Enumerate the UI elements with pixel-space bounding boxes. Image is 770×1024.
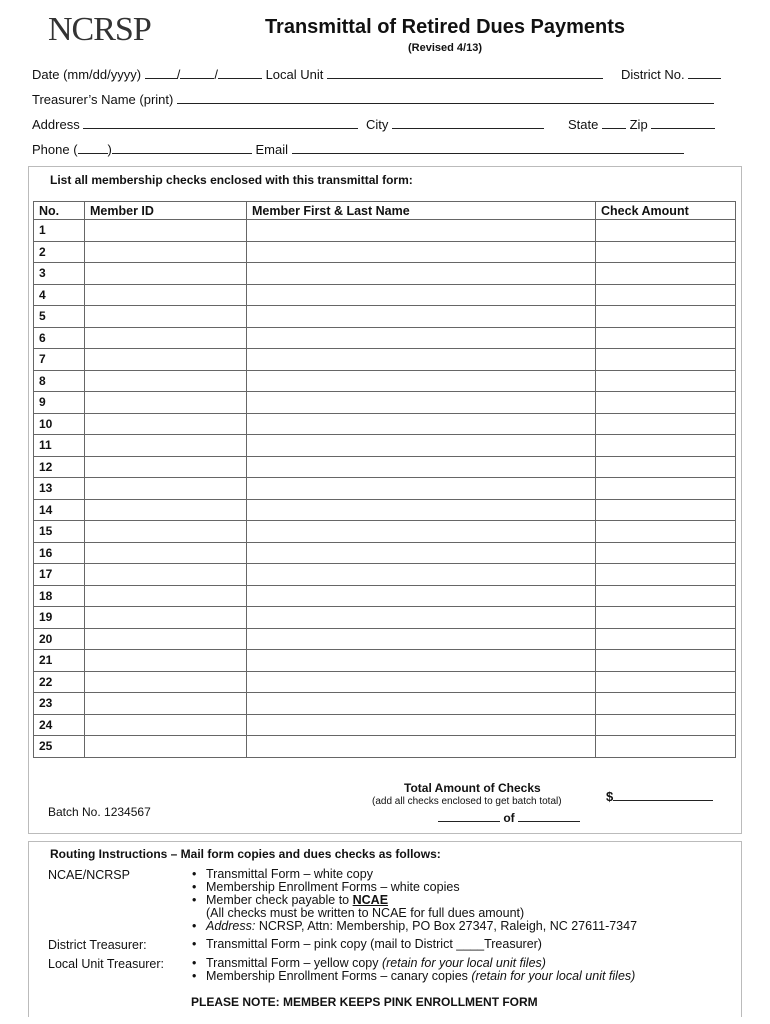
local-item-1-note: (retain for your local unit files)	[381, 956, 546, 970]
check-amount-cell[interactable]	[596, 650, 736, 672]
district-label: District No.	[621, 67, 685, 82]
member-id-cell[interactable]	[85, 456, 247, 478]
table-row	[34, 499, 736, 521]
local-item-1: Transmittal Form – yellow copy	[206, 956, 382, 970]
check-amount-cell[interactable]	[596, 456, 736, 478]
ncae-list	[190, 868, 730, 933]
table-row	[34, 693, 736, 715]
check-amount-cell[interactable]	[596, 736, 736, 758]
form-revision: (Revised 4/13)	[408, 42, 482, 54]
col-no: No.	[34, 202, 85, 220]
table-row	[34, 392, 736, 414]
member-id-cell[interactable]	[85, 306, 247, 328]
table-row	[34, 306, 736, 328]
member-id-cell[interactable]	[85, 714, 247, 736]
check-amount-cell[interactable]	[596, 263, 736, 285]
check-amount-cell[interactable]	[596, 499, 736, 521]
member-name-cell[interactable]	[247, 736, 596, 758]
date-month-input[interactable]	[145, 65, 177, 79]
row-number: 23	[34, 693, 85, 715]
table-row	[34, 327, 736, 349]
local-unit-input[interactable]	[327, 65, 603, 79]
check-amount-cell[interactable]	[596, 220, 736, 242]
member-name-cell[interactable]	[247, 542, 596, 564]
member-id-cell[interactable]	[85, 564, 247, 586]
row-number: 19	[34, 607, 85, 629]
row-number: 4	[34, 284, 85, 306]
member-id-cell[interactable]	[85, 370, 247, 392]
table-row	[34, 628, 736, 650]
member-id-cell[interactable]	[85, 628, 247, 650]
ncae-label: NCAE/NCRSP	[48, 868, 130, 882]
member-id-cell[interactable]	[85, 241, 247, 263]
member-name-cell[interactable]	[247, 628, 596, 650]
table-row	[34, 263, 736, 285]
row-number: 14	[34, 499, 85, 521]
member-id-cell[interactable]	[85, 499, 247, 521]
row-number: 2	[34, 241, 85, 263]
member-id-cell[interactable]	[85, 220, 247, 242]
member-id-cell[interactable]	[85, 693, 247, 715]
row-number: 25	[34, 736, 85, 758]
check-amount-cell[interactable]	[596, 349, 736, 371]
total-note: (add all checks enclosed to get batch total)	[372, 796, 562, 807]
table-row	[34, 284, 736, 306]
phone-close: )	[107, 142, 112, 157]
district-input[interactable]	[688, 65, 721, 79]
row-number: 15	[34, 521, 85, 543]
row-number: 13	[34, 478, 85, 500]
address-label: Address	[32, 117, 80, 132]
total-amount-input[interactable]	[613, 787, 713, 801]
batch-of-field	[438, 808, 580, 825]
check-amount-cell[interactable]	[596, 542, 736, 564]
list-item	[190, 920, 730, 933]
check-amount-cell[interactable]	[596, 671, 736, 693]
check-amount-cell[interactable]	[596, 693, 736, 715]
total-label: Total Amount of Checks	[404, 781, 541, 795]
member-name-cell[interactable]	[247, 413, 596, 435]
local-unit-treasurer-label: Local Unit Treasurer:	[48, 957, 165, 971]
member-name-cell[interactable]	[247, 306, 596, 328]
member-id-cell[interactable]	[85, 650, 247, 672]
member-name-cell[interactable]	[247, 585, 596, 607]
state-label: State	[568, 117, 599, 132]
col-check-amount: Check Amount	[596, 202, 736, 220]
member-id-cell[interactable]	[85, 327, 247, 349]
batch-number: Batch No. 1234567	[48, 805, 151, 819]
ncae-address-label: Address:	[206, 919, 256, 933]
date-field-row	[32, 65, 603, 82]
row-number: 18	[34, 585, 85, 607]
row-number: 6	[34, 327, 85, 349]
table-row	[34, 607, 736, 629]
dollar-sign: $	[606, 789, 614, 804]
table-row	[34, 650, 736, 672]
date-label: Date (mm/dd/yyyy)	[32, 67, 142, 82]
table-row	[34, 521, 736, 543]
row-number: 5	[34, 306, 85, 328]
table-row	[34, 564, 736, 586]
check-amount-cell[interactable]	[596, 306, 736, 328]
table-row	[34, 478, 736, 500]
row-number: 17	[34, 564, 85, 586]
member-id-cell[interactable]	[85, 349, 247, 371]
table-row	[34, 241, 736, 263]
email-label: Email	[255, 142, 289, 157]
row-number: 3	[34, 263, 85, 285]
ncae-item-2: Membership Enrollment Forms – white copies	[206, 880, 460, 894]
pink-form-note: PLEASE NOTE: MEMBER KEEPS PINK ENROLLMENT FORM	[191, 995, 538, 1009]
district-item: Transmittal Form – pink copy (mail to District ____Treasurer)	[206, 937, 542, 951]
table-row	[34, 456, 736, 478]
table-row	[34, 349, 736, 371]
ncae-payee: NCAE	[352, 893, 389, 907]
check-amount-cell[interactable]	[596, 564, 736, 586]
email-input[interactable]	[292, 140, 684, 154]
member-id-cell[interactable]	[85, 607, 247, 629]
check-amount-cell[interactable]	[596, 628, 736, 650]
date-sep: /	[176, 67, 181, 82]
date-day-input[interactable]	[180, 65, 214, 79]
check-amount-cell[interactable]	[596, 478, 736, 500]
table-row	[34, 220, 736, 242]
local-unit-label: Local Unit	[265, 67, 324, 82]
row-number: 9	[34, 392, 85, 414]
ncae-address: NCRSP, Attn: Membership, PO Box 27347, Raleigh, NC 27611-7347	[255, 919, 638, 933]
row-number: 10	[34, 413, 85, 435]
district-field	[621, 65, 721, 82]
logo-text: NCRSP	[48, 11, 151, 48]
batch-part-input[interactable]	[438, 808, 500, 822]
table-row	[34, 413, 736, 435]
check-amount-cell[interactable]	[596, 241, 736, 263]
member-name-cell[interactable]	[247, 349, 596, 371]
member-id-cell[interactable]	[85, 284, 247, 306]
member-name-cell[interactable]	[247, 370, 596, 392]
member-name-cell[interactable]	[247, 263, 596, 285]
check-amount-cell[interactable]	[596, 413, 736, 435]
member-name-cell[interactable]	[247, 650, 596, 672]
check-amount-cell[interactable]	[596, 327, 736, 349]
zip-input[interactable]	[651, 115, 715, 129]
check-amount-cell[interactable]	[596, 585, 736, 607]
treasurer-field	[32, 90, 714, 107]
table-row	[34, 370, 736, 392]
member-name-cell[interactable]	[247, 521, 596, 543]
member-name-cell[interactable]	[247, 327, 596, 349]
checks-heading: List all membership checks enclosed with this transmittal form:	[50, 173, 413, 187]
table-row	[34, 671, 736, 693]
row-number: 8	[34, 370, 85, 392]
check-amount-cell[interactable]	[596, 284, 736, 306]
table-row	[34, 435, 736, 457]
member-id-cell[interactable]	[85, 542, 247, 564]
list-item	[190, 938, 730, 951]
member-name-cell[interactable]	[247, 456, 596, 478]
check-amount-cell[interactable]	[596, 392, 736, 414]
city-input[interactable]	[392, 115, 544, 129]
member-name-cell[interactable]	[247, 220, 596, 242]
col-member-id: Member ID	[85, 202, 247, 220]
checks-table	[33, 201, 736, 758]
treasurer-input[interactable]	[177, 90, 714, 104]
member-id-cell[interactable]	[85, 585, 247, 607]
member-id-cell[interactable]	[85, 671, 247, 693]
check-amount-cell[interactable]	[596, 521, 736, 543]
table-row	[34, 714, 736, 736]
list-item	[190, 970, 730, 983]
local-item-2: Membership Enrollment Forms – canary copies	[206, 969, 472, 983]
phone-input[interactable]	[112, 140, 252, 154]
date-sep: /	[214, 67, 218, 82]
member-name-cell[interactable]	[247, 499, 596, 521]
member-name-cell[interactable]	[247, 241, 596, 263]
local-list	[190, 957, 730, 983]
zip-label: Zip	[629, 117, 648, 132]
row-number: 20	[34, 628, 85, 650]
ncae-item-1: Transmittal Form – white copy	[206, 867, 373, 881]
ncae-item-3-note: (All checks must be written to NCAE for full dues amount)	[206, 906, 525, 920]
member-name-cell[interactable]	[247, 714, 596, 736]
member-name-cell[interactable]	[247, 607, 596, 629]
phone-email-row	[32, 140, 684, 157]
total-amount-field	[606, 787, 713, 804]
checks-header-row	[34, 202, 736, 220]
date-year-input[interactable]	[218, 65, 262, 79]
row-number: 11	[34, 435, 85, 457]
row-number: 22	[34, 671, 85, 693]
member-name-cell[interactable]	[247, 478, 596, 500]
row-number: 7	[34, 349, 85, 371]
routing-heading: Routing Instructions – Mail form copies and dues checks as follows:	[50, 847, 441, 861]
state-zip-field	[568, 115, 715, 132]
member-id-cell[interactable]	[85, 478, 247, 500]
local-item-2-note: (retain for your local unit files)	[471, 969, 636, 983]
row-number: 16	[34, 542, 85, 564]
row-number: 12	[34, 456, 85, 478]
member-id-cell[interactable]	[85, 392, 247, 414]
member-id-cell[interactable]	[85, 435, 247, 457]
check-amount-cell[interactable]	[596, 370, 736, 392]
member-name-cell[interactable]	[247, 284, 596, 306]
row-number: 1	[34, 220, 85, 242]
member-id-cell[interactable]	[85, 413, 247, 435]
treasurer-label: Treasurer’s Name (print)	[32, 92, 174, 107]
form-title: Transmittal of Retired Dues Payments	[264, 16, 626, 38]
state-input[interactable]	[602, 115, 626, 129]
check-amount-cell[interactable]	[596, 607, 736, 629]
col-member-name: Member First & Last Name	[247, 202, 596, 220]
member-id-cell[interactable]	[85, 736, 247, 758]
table-row	[34, 585, 736, 607]
check-amount-cell[interactable]	[596, 435, 736, 457]
ncae-item-3: Member check payable to	[206, 893, 353, 907]
member-id-cell[interactable]	[85, 521, 247, 543]
member-name-cell[interactable]	[247, 564, 596, 586]
phone-area-input[interactable]	[78, 140, 108, 154]
district-treasurer-label: District Treasurer:	[48, 938, 147, 952]
address-field	[32, 115, 544, 132]
member-name-cell[interactable]	[247, 392, 596, 414]
city-label: City	[365, 117, 389, 132]
table-row	[34, 542, 736, 564]
row-number: 24	[34, 714, 85, 736]
member-name-cell[interactable]	[247, 435, 596, 457]
member-id-cell[interactable]	[85, 263, 247, 285]
check-amount-cell[interactable]	[596, 714, 736, 736]
address-input[interactable]	[83, 115, 358, 129]
district-list	[190, 938, 730, 951]
phone-label: Phone (	[32, 142, 78, 157]
row-number: 21	[34, 650, 85, 672]
member-name-cell[interactable]	[247, 693, 596, 715]
member-name-cell[interactable]	[247, 671, 596, 693]
batch-total-input[interactable]	[518, 808, 580, 822]
table-row	[34, 736, 736, 758]
of-label: of	[503, 811, 515, 825]
